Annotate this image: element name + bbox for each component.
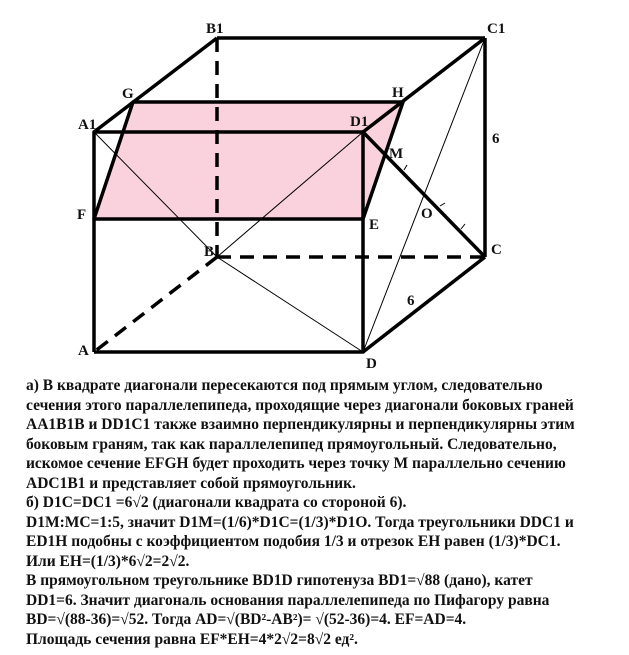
label-c: C [491,242,502,258]
solution-line: D1M:MC=1:5, значит D1M=(1/6)*D1C=(1/3)*D1O. Тогда треугольники DDC1 и [26,513,574,531]
label-e: E [369,217,380,233]
solution-text [26,376,626,649]
solution-line: В прямоугольном треугольнике BD1D гипотенуза BD1=√88 (дано), катет [26,572,533,589]
solution-line: искомое сечение EFGH будет проходить через точку M параллельно сечению [26,455,566,472]
solution-line: сечения этого параллелепипеда, проходящие через диагонали боковых граней [26,396,574,414]
label-g: G [122,86,134,102]
solution-line: AA1B1B и DD1C1 также взаимно перпендикулярны и перпендикулярны этим [26,416,575,433]
label-edge-cc1: 6 [492,131,500,147]
solution-line: боковым граням, так как параллелепипед прямоугольный. Следовательно, [26,435,557,453]
label-a1: A1 [78,117,97,133]
label-edge-dc: 6 [407,293,415,309]
solution-line: Площадь сечения равна EF*EH=4*2√2=8√2 ед². [26,630,358,648]
label-a: A [78,343,89,359]
label-h: H [392,85,404,101]
label-c1: C1 [487,21,506,37]
label-b1: B1 [206,21,224,37]
label-d: D [366,356,377,370]
label-m: M [389,146,404,162]
label-f: F [77,207,87,223]
solution-line: ADC1B1 и представляет собой прямоугольник. [26,474,356,492]
solution-line: DD1=6. Значит диагональ основания параллелепипеда по Пифагору равна [26,591,550,609]
solution-line: BD=√(88-36)=√52. Тогда AD=√(BD²-AB²)= √(52-36)=4. EF=AD=4. [26,611,467,628]
solution-line: а) В квадрате диагонали пересекаются под прямым углом, следовательно [26,377,543,394]
label-o: O [421,206,433,222]
diagonal-d1c [363,132,485,257]
solution-line: ED1H подобны с коэффициентом подобия 1/3 и отрезок EH равен (1/3)*DC1. [26,533,561,550]
edge-ab [94,257,217,352]
solution-line: Или EH=(1/3)*6√2=2√2. [26,552,190,570]
solution-line: б) D1C=DC1 =6√2 (диагонали квадрата со стороной 6). [26,494,407,511]
tick-mark [461,224,465,229]
diagonal-bd [217,257,363,352]
tick-mark [440,203,445,206]
label-b: B [204,244,215,260]
tick-mark [404,165,407,170]
label-d1: D1 [350,114,369,130]
